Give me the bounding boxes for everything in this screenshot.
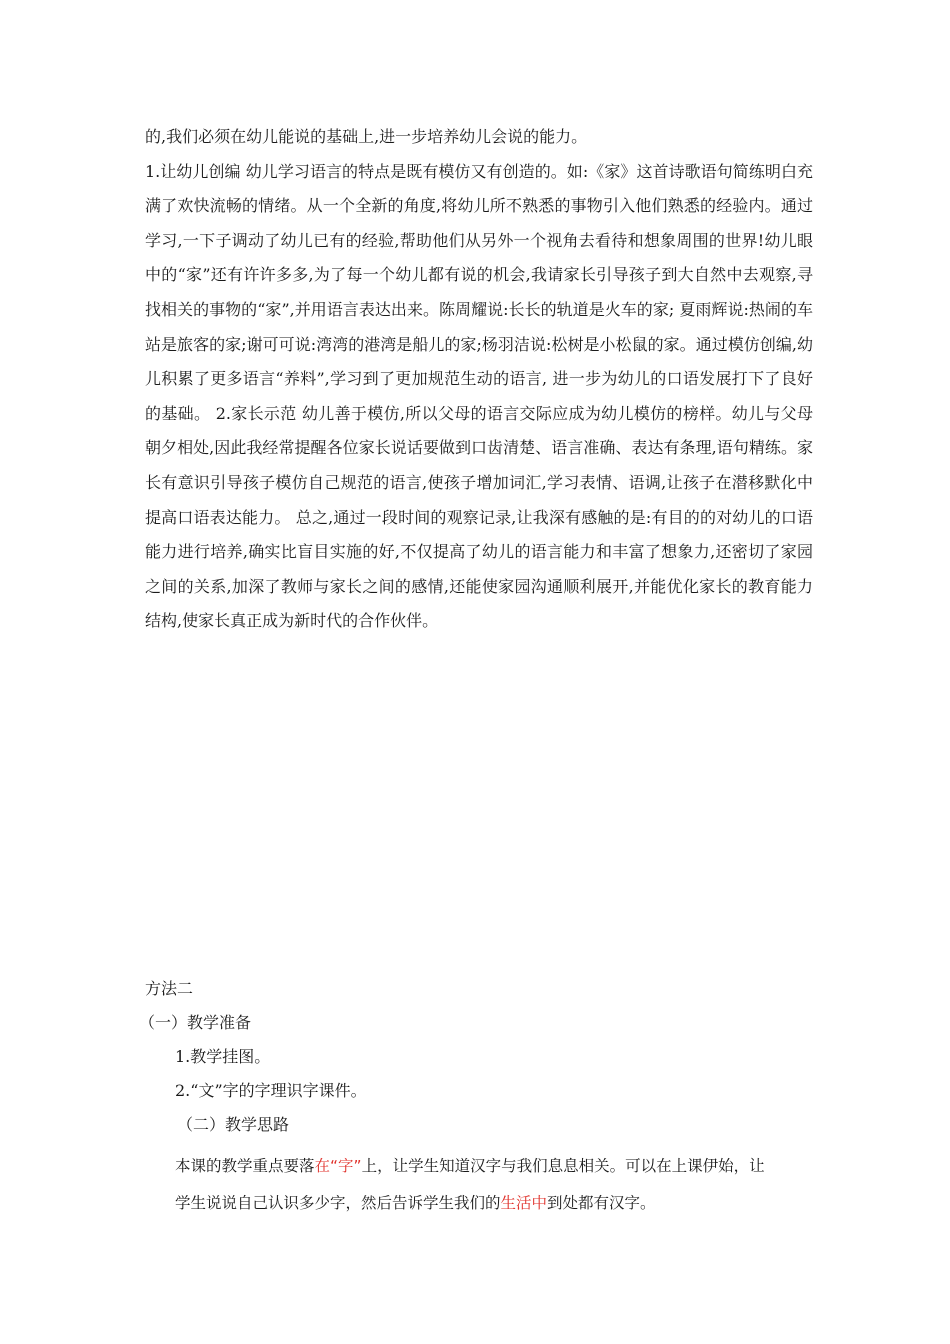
prep-item-1: 1.教学挂图。 [175,1047,271,1066]
idea-highlight-life: 生活中 [500,1194,548,1212]
body-text [145,120,813,639]
body-paragraph-lead: 的,我们必须在幼儿能说的基础上,进一步培养幼儿会说的能力。 [145,127,588,146]
idea-text-part1: 本课的教学重点要落 [175,1157,315,1175]
idea-text-part3: 到处都有汉字。 [547,1194,656,1212]
prep-heading: （一）教学准备 [139,1013,252,1032]
prep-item-2: 2.“文”字的字理识字课件。 [175,1081,367,1100]
idea-highlight-zi: 在“字” [314,1157,362,1175]
idea-paragraph [175,1148,775,1222]
method-two-section [139,972,813,1222]
section-title: 方法二 [145,979,194,998]
body-paragraph: 1.让幼儿创编 幼儿学习语言的特点是既有模仿又有创造的。如:《家》这首诗歌语句简练明白充满了欢快流畅的情绪。从一个全新的角度,将幼儿所不熟悉的事物引入他们熟悉的经验内。通过学习,一下子调动了幼儿已有的经验,帮助他们从另外一个视角去看待和想象周围的世界!幼儿眼中的“家”还有许许多多,为了每一个幼儿都有说的机会,我请家长引导孩子到大自然中去观察,寻找相关的事物的“家”,并用语言表达出来。陈周耀说:长长的轨道是火车的家; 夏雨辉说:热闹的车站是旅客的家;谢可可说:湾湾的港湾是船儿的家;杨羽洁说:松树是小松鼠的家。通过模仿创编,幼儿积累了更多语言“养料”,学习到了更加规范生动的语言, 进一步为幼儿的口语发展打下了良好的基础。 2.家长示范 幼儿善于模仿,所以父母的语言交际应成为幼儿模仿的榜样。幼儿与父母朝夕相处,因此我经常提醒各位家长说话要做到口齿清楚、语言准确、表达有条理,语句精练。家长有意识引导孩子模仿自己规范的语言,使孩子增加词汇,学习表情、语调,让孩子在潜移默化中提高口语表达能力。 总之,通过一段时间的观察记录,让我深有感触的是:有目的的对幼儿的口语能力进行培养,确实比盲目实施的好,不仅提高了幼儿的语言能力和丰富了想象力,还密切了家园之间的关系,加深了教师与家长之间的感情,还能使家园沟通顺利展开,并能优化家长的教育能力结构,使家长真正成为新时代的合作伙伴。 [145,161,813,631]
idea-heading: （二）教学思路 [177,1115,290,1134]
idea-text-part2: 上，让学生知道汉字与我们息息相关。可以在上课伊始，让学生说说自己认识多少字，然后告诉学生我们的 [175,1157,765,1212]
